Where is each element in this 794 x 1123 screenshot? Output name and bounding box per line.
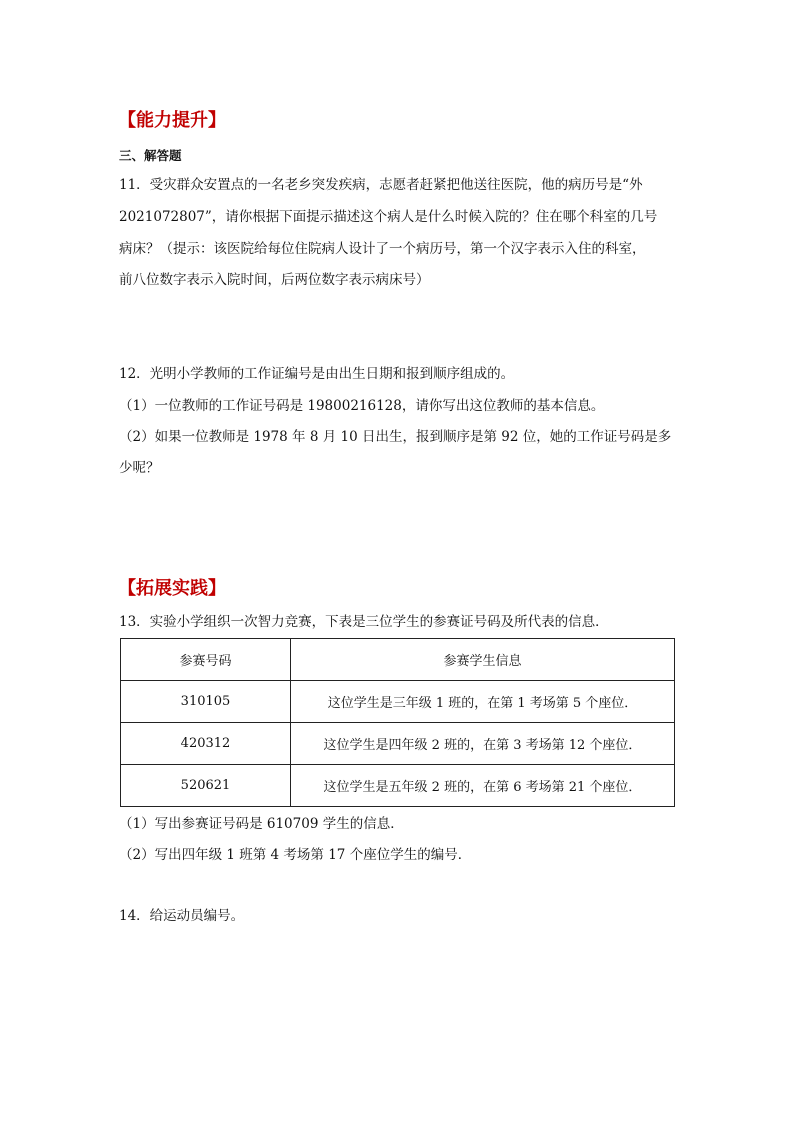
q13-part-1: （1）写出参赛证号码是 610709 学生的信息． [119,816,404,832]
q11-line-3: 病床？（提示：该医院给每位住院病人设计了一个病历号，第一个汉字表示入住的科室， [119,241,646,257]
q11-line-1: 11．受灾群众安置点的一名老乡突发疾病，志愿者赶紧把他送往医院，他的病历号是“外 [119,177,643,193]
table-cell-info: 这位学生是五年级 2 班的，在第 6 考场第 21 个座位． [291,765,675,807]
table-cell-info: 这位学生是四年级 2 班的，在第 3 考场第 12 个座位． [291,723,675,765]
table-header-row [121,639,675,681]
table-cell-number: 520621 [121,765,291,807]
q11-line-2: 2021072807”，请你根据下面提示描述这个病人是什么时候入院的？住在哪个科室的几号 [119,209,658,225]
q12-part-2-line-2: 少呢？ [119,460,160,476]
sub-heading-answer-questions: 三、解答题 [119,148,182,163]
table-cell-number: 420312 [121,723,291,765]
table-header-number: 参赛号码 [121,639,291,681]
table-row [121,723,675,765]
table-cell-number: 310105 [121,681,291,723]
section-title-extension: 【拓展实践】 [118,578,226,599]
q11-line-4: 前八位数字表示入院时间，后两位数字表示病床号） [119,272,430,288]
section-title-ability: 【能力提升】 [118,110,226,131]
q12-part-1: （1）一位教师的工作证号码是 19800216128，请你写出这位教师的基本信息。 [119,398,605,414]
table-row [121,765,675,807]
q13-part-2: （2）写出四年级 1 班第 4 考场第 17 个座位学生的编号． [119,847,472,863]
table-header-info: 参赛学生信息 [291,639,675,681]
q13-stem: 13．实验小学组织一次智力竞赛，下表是三位学生的参赛证号码及所代表的信息． [119,614,609,630]
table-cell-info: 这位学生是三年级 1 班的，在第 1 考场第 5 个座位． [291,681,675,723]
table-row [121,681,675,723]
q14-stem: 14．给运动员编号。 [119,908,245,924]
q12-part-2-line-1: （2）如果一位教师是 1978 年 8 月 10 日出生，报到顺序是第 92 位，她的工作证号码是多 [119,429,672,445]
contest-number-table [120,638,675,807]
q12-stem: 12．光明小学教师的工作证编号是由出生日期和报到顺序组成的。 [119,366,515,382]
